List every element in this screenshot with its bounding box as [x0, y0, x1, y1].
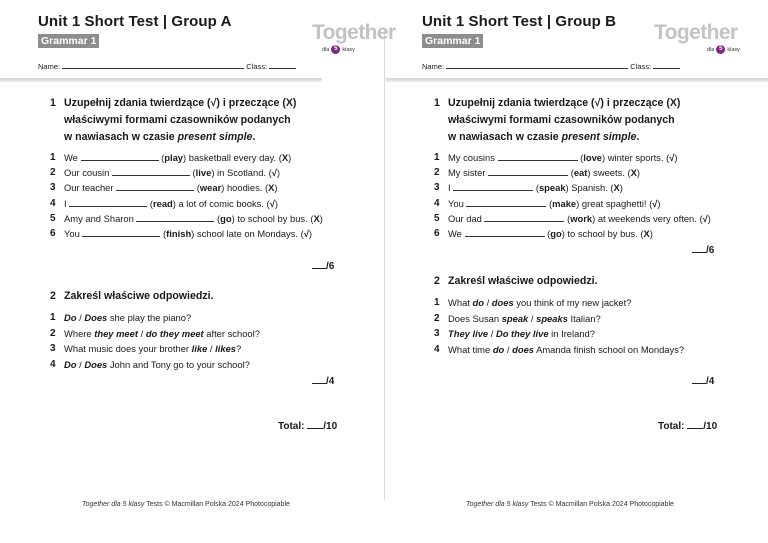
instruction-italic: present simple: [561, 131, 637, 143]
item-number: 2: [434, 167, 440, 179]
item-text: [64, 359, 250, 371]
item-number: 3: [50, 182, 56, 194]
paren-open: (: [158, 152, 165, 163]
option-1[interactable]: do: [492, 343, 505, 355]
item-subject: You: [448, 197, 467, 209]
paren-open: (: [533, 182, 539, 194]
item-text: [448, 152, 677, 164]
item-number: 3: [50, 343, 56, 354]
item-subject: Our cousin: [64, 167, 112, 179]
instruction-line: Zakreśl właściwe odpowiedzi.: [64, 290, 214, 302]
paren-close: ): [649, 228, 653, 239]
logo-klasy: klasy: [342, 46, 355, 53]
item-text: [64, 213, 323, 225]
item-rest: ) to school by bus. (: [231, 212, 314, 224]
paren-close: ): [274, 197, 278, 209]
logo-subtitle: [322, 45, 355, 54]
item-rest: you think of my new jacket?: [513, 297, 632, 308]
score-max: /6: [326, 261, 335, 272]
affirm-negate-mark: X: [313, 212, 320, 224]
exercise-2-score: [312, 374, 334, 387]
item-rest: ) school late on Mondays. (: [191, 228, 304, 239]
score-blank[interactable]: [692, 243, 706, 253]
option-separator: /: [76, 358, 85, 370]
item-rest: ) hoodies. (: [221, 182, 269, 194]
option-2[interactable]: does: [491, 297, 514, 308]
paren-close: ): [276, 167, 281, 179]
item-number: 3: [434, 182, 440, 194]
logo-dla: dla: [322, 46, 330, 53]
answer-blank[interactable]: [466, 198, 546, 207]
item-text: [448, 213, 711, 225]
item-subject: I: [448, 182, 454, 194]
option-2[interactable]: does: [512, 343, 534, 355]
item-rest: ) in Scotland. (: [211, 167, 272, 179]
paren-close: ): [707, 212, 711, 224]
item-number: 1: [50, 312, 56, 323]
item-rest: ) great spaghetti! (: [576, 197, 653, 209]
score-blank[interactable]: [312, 374, 326, 384]
paren-open: (: [577, 152, 584, 163]
item-subject: I: [64, 197, 70, 209]
class-label: Class:: [246, 62, 268, 71]
item-rest: ) a lot of comic books. (: [172, 197, 270, 209]
affirm-negate-mark: √: [702, 212, 708, 224]
name-label: Name:: [38, 62, 61, 71]
exercise-number: 2: [50, 290, 56, 302]
item-rest: ) to school by bus. (: [561, 228, 644, 239]
name-class-row: [422, 61, 680, 71]
item-number: 4: [434, 343, 440, 355]
answer-blank[interactable]: [488, 167, 568, 176]
instruction-text: w nawiasach w czasie: [64, 131, 178, 143]
item-number: 5: [50, 212, 56, 224]
item-rest: ) Spanish. (: [565, 182, 614, 194]
item-prefix: Where: [64, 327, 95, 339]
item-text: [64, 198, 278, 210]
option-1[interactable]: they meet: [94, 327, 138, 339]
item-rest: Amanda finish school on Mondays?: [534, 343, 685, 355]
item-rest: ?: [236, 343, 242, 354]
item-text: [64, 167, 280, 179]
item-number: 4: [50, 197, 56, 209]
item-rest: ) basketball every day. (: [183, 152, 282, 163]
name-label: Name:: [422, 62, 445, 71]
verb-hint: work: [570, 212, 593, 224]
instruction-line: [64, 129, 255, 146]
instruction-line: właściwymi formami czasowników podanych: [448, 114, 675, 126]
instruction-line: właściwymi formami czasowników podanych: [64, 114, 291, 126]
option-1[interactable]: like: [191, 343, 208, 354]
name-field[interactable]: [62, 61, 244, 69]
logo-five-badge: 5: [716, 45, 725, 54]
verb-hint: finish: [166, 228, 192, 239]
item-text: [448, 297, 631, 309]
option-2[interactable]: Do they live: [495, 328, 549, 339]
paren-close: ): [657, 197, 661, 209]
item-subject: My sister: [448, 167, 489, 179]
total-label: Total:: [658, 421, 685, 432]
class-label: Class:: [630, 62, 652, 71]
footer-copyright: [82, 501, 290, 508]
verb-hint: speak: [538, 182, 566, 194]
item-rest: in Ireland?: [548, 328, 595, 339]
exercise-1-score: [312, 259, 334, 272]
item-rest: Italian?: [567, 312, 601, 324]
paren-close: ): [674, 152, 678, 163]
total-blank[interactable]: [687, 419, 703, 429]
paren-close: ): [308, 228, 313, 239]
item-subject: My cousins: [448, 152, 498, 163]
item-number: 6: [434, 228, 440, 239]
option-separator: /: [483, 297, 492, 308]
option-1[interactable]: do: [472, 297, 484, 308]
together-logo: Together: [654, 21, 738, 44]
total-label: Total:: [278, 421, 305, 432]
affirm-negate-mark: √: [652, 197, 658, 209]
logo-klasy: klasy: [727, 46, 740, 53]
item-number: 1: [434, 152, 440, 163]
affirm-negate-mark: √: [271, 167, 277, 179]
item-text: [448, 313, 601, 325]
instruction-text: w nawiasach w czasie: [448, 131, 562, 143]
item-number: 2: [50, 167, 56, 179]
item-text: [448, 344, 684, 356]
item-text: [448, 198, 661, 210]
option-separator: /: [504, 343, 513, 355]
verb-hint: go: [550, 228, 562, 239]
score-blank[interactable]: [312, 259, 326, 269]
paren-open: (: [544, 228, 551, 239]
exercise-number: 1: [434, 97, 440, 109]
option-2[interactable]: Does: [84, 358, 108, 370]
item-rest: after school?: [203, 327, 260, 339]
footer-italic: Together dla 5 klasy: [466, 501, 529, 508]
exercise-number: 1: [50, 97, 56, 109]
option-1[interactable]: They live: [448, 328, 489, 339]
item-text: [64, 312, 191, 324]
name-field[interactable]: [446, 61, 628, 69]
item-number: 6: [50, 228, 56, 239]
total-score: [278, 419, 337, 432]
affirm-negate-mark: √: [669, 152, 675, 163]
item-text: [448, 328, 595, 340]
item-subject: We: [448, 228, 465, 239]
option-2[interactable]: Does: [84, 312, 108, 323]
verb-hint: love: [583, 152, 602, 163]
verb-hint: go: [220, 212, 232, 224]
option-1[interactable]: speak: [501, 312, 529, 324]
item-text: [448, 182, 623, 194]
item-text: [64, 152, 291, 164]
item-number: 2: [434, 312, 440, 324]
verb-hint: wear: [199, 182, 222, 194]
answer-blank[interactable]: [484, 213, 564, 222]
item-number: 3: [434, 328, 440, 339]
paren-open: (: [194, 182, 200, 194]
paren-close: ): [636, 167, 641, 179]
verb-hint: read: [152, 197, 173, 209]
exercise-1-score: [692, 243, 714, 256]
option-2[interactable]: likes: [215, 343, 236, 354]
option-2[interactable]: do they meet: [145, 327, 204, 339]
paren-close: ): [274, 182, 278, 194]
instruction-line: [448, 129, 639, 146]
answer-blank[interactable]: [81, 152, 159, 161]
score-max: /6: [706, 245, 715, 256]
item-text: [64, 228, 312, 240]
answer-blank[interactable]: [69, 198, 147, 207]
answer-blank[interactable]: [116, 182, 194, 191]
item-text: [448, 228, 653, 240]
instruction-line: Uzupełnij zdania twierdzące (√) i przeczące (X): [64, 97, 297, 109]
item-text: [448, 167, 640, 179]
answer-blank[interactable]: [465, 228, 545, 237]
option-separator: /: [528, 312, 537, 324]
logo-subtitle: [707, 45, 740, 54]
paren-open: (: [189, 167, 196, 179]
logo-five-badge: 5: [331, 45, 340, 54]
test-title: Unit 1 Short Test | Group A: [38, 13, 232, 30]
option-separator: /: [488, 328, 496, 339]
item-number: 2: [50, 327, 56, 339]
paren-open: (: [564, 212, 571, 224]
item-number: 5: [434, 212, 440, 224]
option-separator: /: [138, 327, 146, 339]
score-max: /4: [706, 376, 715, 387]
test-page-group-b: [384, 0, 768, 543]
paren-open: (: [147, 197, 153, 209]
footer-text: Tests © Macmillan Polska 2024 Photocopiable: [528, 501, 674, 508]
option-1[interactable]: Do: [64, 358, 77, 370]
total-max: /10: [703, 421, 718, 432]
affirm-negate-mark: X: [281, 152, 289, 163]
verb-hint: live: [195, 167, 212, 179]
answer-blank[interactable]: [453, 182, 533, 191]
item-number: 4: [50, 358, 56, 370]
item-rest: ) at weekends very often. (: [592, 212, 703, 224]
name-class-row: [38, 61, 296, 71]
answer-blank[interactable]: [136, 213, 214, 222]
item-subject: Amy and Sharon: [64, 212, 137, 224]
item-prefix: What music does your brother: [64, 343, 192, 354]
grammar-badge: Grammar 1: [38, 34, 99, 48]
item-subject: You: [64, 228, 83, 239]
answer-blank[interactable]: [112, 167, 190, 176]
item-subject: Our teacher: [64, 182, 117, 194]
answer-blank[interactable]: [498, 152, 578, 161]
logo-dla: dla: [707, 46, 715, 53]
affirm-negate-mark: √: [303, 228, 309, 239]
instruction-line: Zakreśl właściwe odpowiedzi.: [448, 275, 598, 287]
paren-open: (: [568, 167, 574, 179]
instruction-italic: present simple: [177, 131, 253, 143]
test-title: Unit 1 Short Test | Group B: [422, 13, 617, 30]
item-rest: ) sweets. (: [587, 167, 631, 179]
item-prefix: Does Susan: [448, 312, 502, 324]
item-number: 1: [434, 297, 440, 308]
affirm-negate-mark: X: [630, 167, 637, 179]
score-max: /4: [326, 376, 335, 387]
affirm-negate-mark: X: [268, 182, 275, 194]
footer-text: Tests © Macmillan Polska 2024 Photocopiable: [144, 501, 290, 508]
total-score: [658, 419, 717, 432]
item-rest: ) winter sports. (: [602, 152, 670, 163]
option-separator: /: [76, 312, 85, 323]
option-2[interactable]: speaks: [536, 312, 568, 324]
affirm-negate-mark: X: [643, 228, 650, 239]
score-blank[interactable]: [692, 374, 706, 384]
item-text: [64, 343, 241, 355]
paren-open: (: [214, 212, 221, 224]
class-field[interactable]: [269, 61, 296, 69]
item-subject: Our dad: [448, 212, 485, 224]
exercise-2-score: [692, 374, 714, 387]
option-1[interactable]: Do: [64, 312, 77, 323]
together-logo: Together: [312, 21, 396, 44]
paren-close: ): [619, 182, 623, 194]
item-number: 1: [50, 152, 56, 163]
affirm-negate-mark: √: [269, 197, 275, 209]
paren-open: (: [160, 228, 167, 239]
exercise-number: 2: [434, 275, 440, 287]
instruction-end: .: [252, 131, 256, 143]
instruction-line: Uzupełnij zdania twierdzące (√) i przeczące (X): [448, 97, 681, 109]
paren-open: (: [546, 197, 553, 209]
item-rest: she play the piano?: [107, 312, 192, 323]
item-text: [64, 328, 260, 340]
paren-close: ): [319, 212, 323, 224]
paren-close: ): [288, 152, 292, 163]
total-blank[interactable]: [307, 419, 323, 429]
footer-copyright: [466, 501, 674, 508]
class-field[interactable]: [653, 61, 680, 69]
instruction-end: .: [636, 131, 640, 143]
item-prefix: What time: [448, 343, 493, 355]
verb-hint: play: [164, 152, 183, 163]
item-rest: John and Tony go to your school?: [107, 358, 250, 370]
total-max: /10: [323, 421, 338, 432]
verb-hint: make: [552, 197, 577, 209]
answer-blank[interactable]: [82, 228, 160, 237]
item-number: 4: [434, 197, 440, 209]
item-prefix: What: [448, 297, 473, 308]
verb-hint: eat: [573, 167, 588, 179]
affirm-negate-mark: X: [613, 182, 620, 194]
item-text: [64, 182, 278, 194]
item-subject: We: [64, 152, 81, 163]
option-separator: /: [207, 343, 216, 354]
footer-italic: Together dla 5 klasy: [82, 501, 145, 508]
grammar-badge: Grammar 1: [422, 34, 483, 48]
